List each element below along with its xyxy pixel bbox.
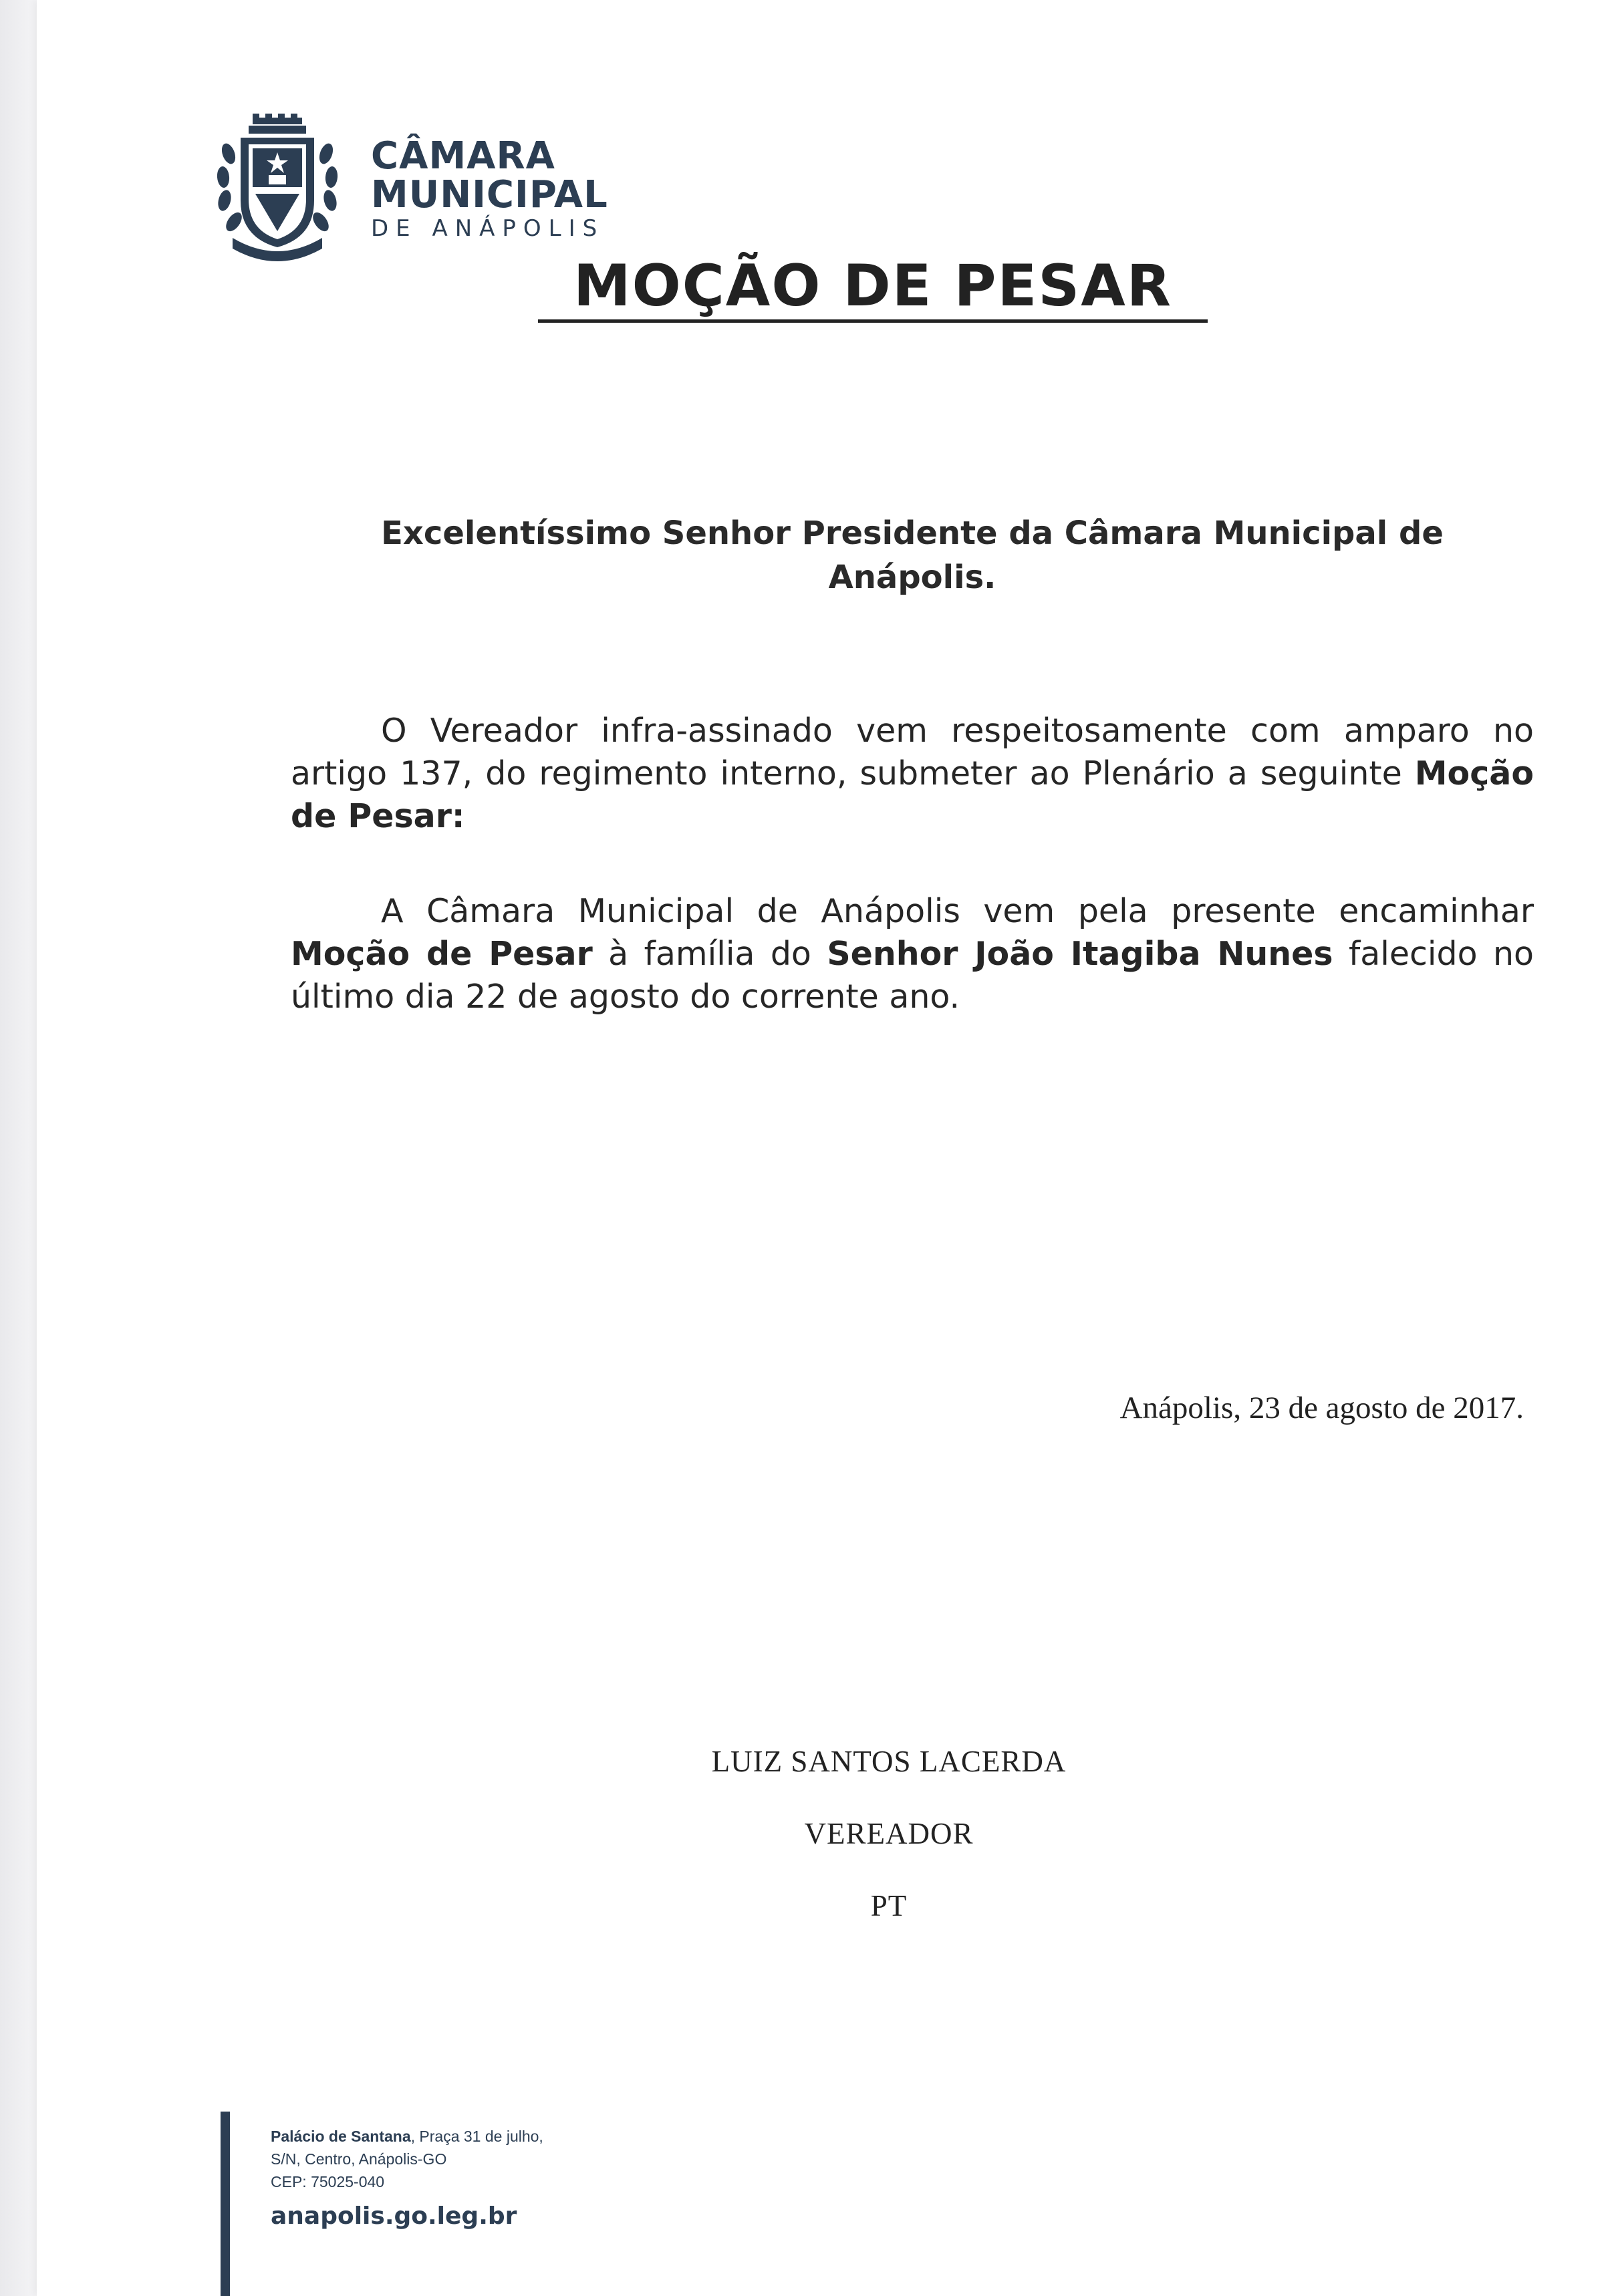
- footer-accent-bar: [221, 2112, 230, 2296]
- org-name: [371, 134, 608, 243]
- paragraph-intro-bold: Moção de Pesar:: [291, 754, 1534, 835]
- date-line: Anápolis, 23 de agosto de 2017.: [1119, 1391, 1524, 1425]
- paragraph-body-part3: falecido no último dia 22 de agosto do corrente ano.: [291, 935, 1534, 1016]
- signatory-party: PT: [870, 1889, 908, 1922]
- paragraph-body-bold1: Moção de Pesar: [291, 935, 593, 973]
- org-name-line2: MUNICIPAL: [371, 173, 608, 217]
- footer-address: [271, 2125, 543, 2193]
- org-name-line3: DE ANÁPOLIS: [371, 215, 605, 242]
- paragraph-body-part2: à família do: [608, 935, 811, 973]
- org-name-line1: CÂMARA: [371, 134, 555, 178]
- paragraph-body: [291, 890, 1534, 1018]
- document-title: MOÇÃO DE PESAR: [538, 253, 1208, 323]
- footer-address-line3: CEP: 75025-040: [271, 2173, 385, 2190]
- footer-address-line1: [271, 2125, 543, 2148]
- salutation: Excelentíssimo Senhor Presidente da Câmara Municipal de Anápolis.: [381, 515, 1444, 596]
- paragraph-body-bold2: Senhor João Itagiba Nunes: [827, 935, 1333, 973]
- paragraph-intro: [291, 710, 1534, 838]
- signatory-title: VEREADOR: [804, 1817, 974, 1850]
- footer-address-rest: , Praça 31 de julho,: [410, 2128, 543, 2145]
- coat-of-arms-icon: [214, 114, 341, 264]
- footer-address-bold: Palácio de Santana: [271, 2128, 411, 2145]
- footer-address-line2: S/N, Centro, Anápolis-GO: [271, 2150, 447, 2168]
- scan-left-margin: [0, 0, 37, 2296]
- paragraph-body-part1: A Câmara Municipal de Anápolis vem pela presente encaminhar: [381, 892, 1534, 930]
- document-page: [37, 0, 1610, 2296]
- footer-website-link[interactable]: anapolis.go.leg.br: [271, 2202, 517, 2230]
- paragraph-intro-text: O Vereador infra-assinado vem respeitosamente com amparo no artigo 137, do regimento interno, submeter ao Plenário a seguinte: [291, 712, 1534, 793]
- signatory-name: LUIZ SANTOS LACERDA: [711, 1745, 1067, 1778]
